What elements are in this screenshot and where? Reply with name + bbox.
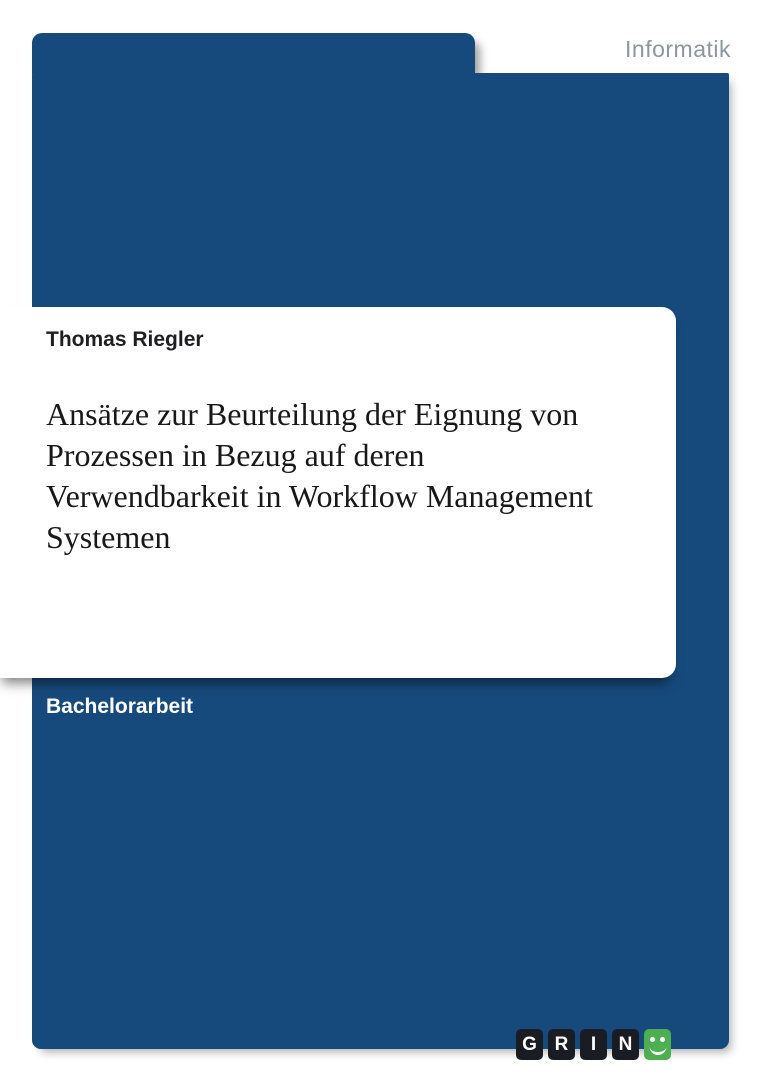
category-label: Informatik — [625, 36, 731, 62]
logo-tile-g: G — [516, 1029, 543, 1060]
title-line-2: Prozessen in Bezug auf deren — [46, 437, 425, 473]
smiley-mouth — [649, 1046, 666, 1055]
title-panel — [0, 307, 676, 678]
logo-tile-r: R — [548, 1029, 575, 1060]
book-title — [46, 394, 646, 558]
smiley-face-icon — [644, 1029, 671, 1060]
title-line-3: Verwendbarkeit in Workflow Management — [46, 478, 593, 514]
logo-tile-i: I — [580, 1029, 607, 1060]
title-line-4: Systemen — [46, 519, 171, 555]
title-line-1: Ansätze zur Beurteilung der Eignung von — [46, 396, 579, 432]
logo-tile-n: N — [612, 1029, 639, 1060]
document-type-label: Bachelorarbeit — [46, 695, 194, 718]
author-name: Thomas Riegler — [46, 328, 204, 351]
cover-tab-shape — [32, 33, 475, 74]
grin-logo — [516, 1029, 671, 1060]
smiley-eye-right — [660, 1037, 665, 1042]
smiley-eye-left — [650, 1037, 655, 1042]
